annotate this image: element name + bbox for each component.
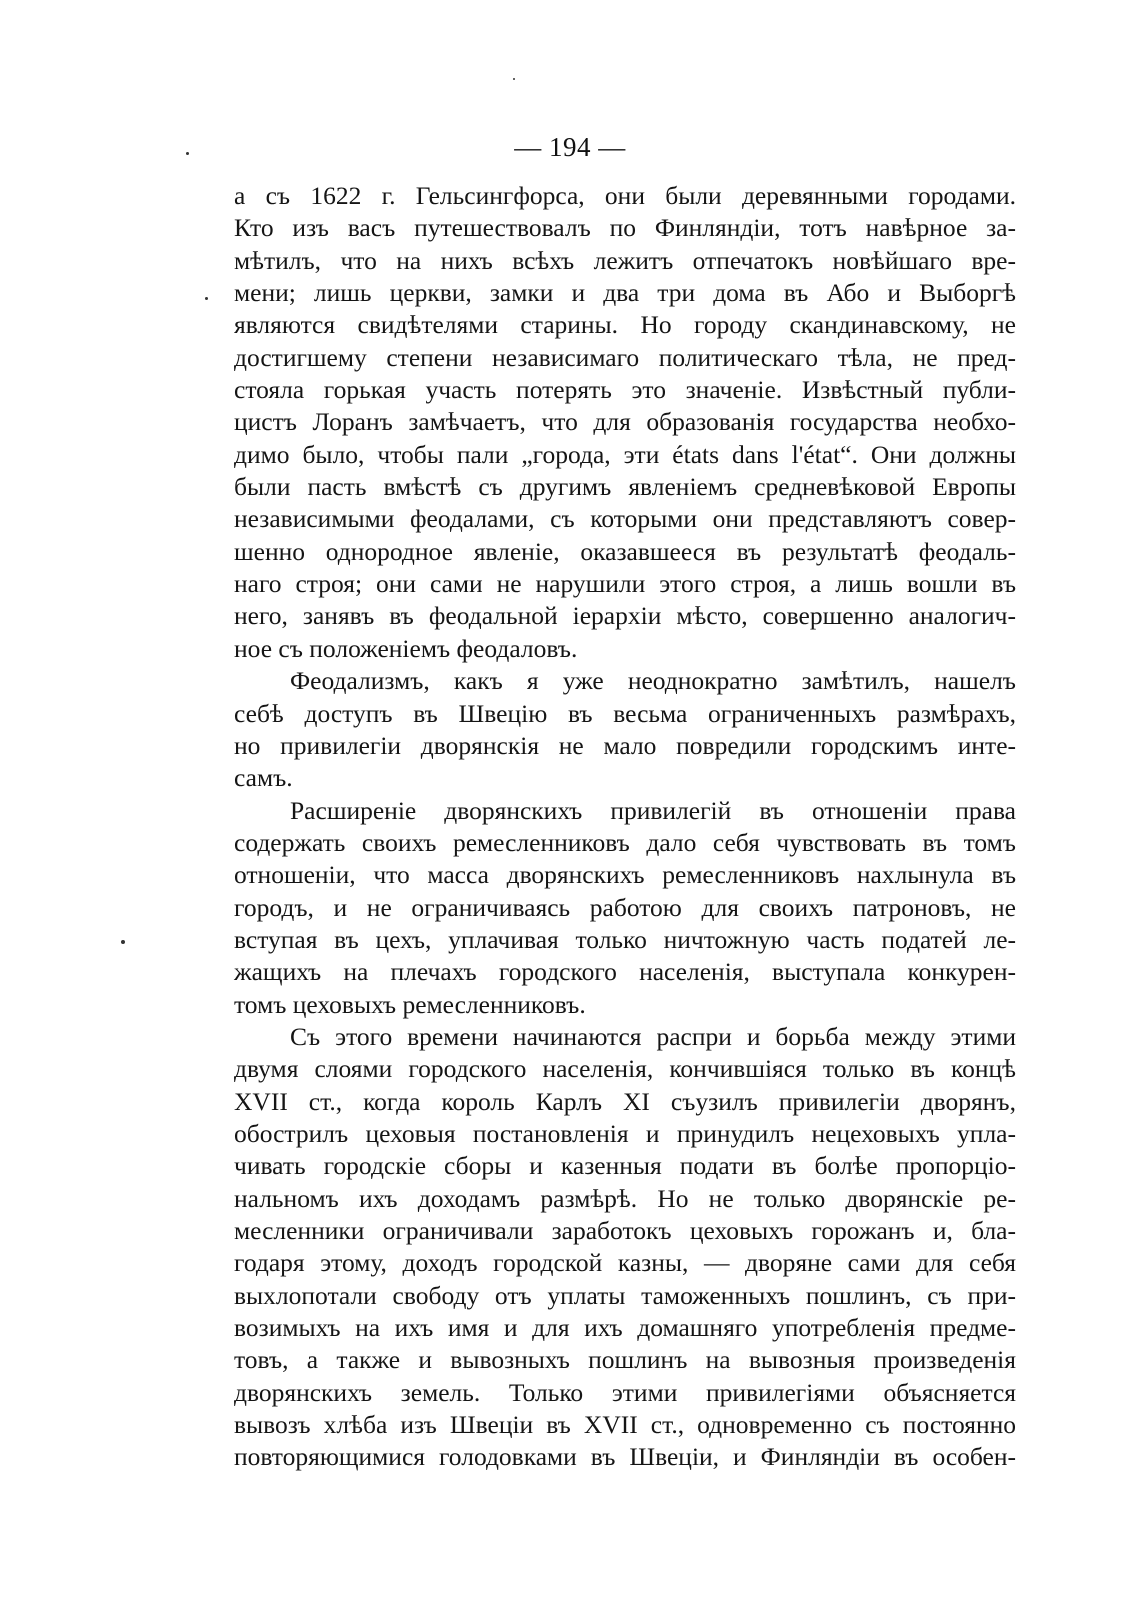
- text-line: были пасть вмѣстѣ съ другимъ явленіемъ средневѣковой Европы: [234, 472, 1016, 502]
- text-line: Феодализмъ, какъ я уже неоднократно замѣтилъ, нашелъ: [290, 666, 1016, 696]
- scan-speck: [186, 152, 189, 155]
- text-line: цистъ Лоранъ замѣчаетъ, что для образованія государства необхо-: [234, 407, 1016, 437]
- text-line: димо было, чтобы пали „города, эти états dans l'état“. Они должны: [234, 439, 1016, 469]
- page-number: — 194 —: [514, 132, 626, 162]
- text-line: являются свидѣтелями старины. Но городу скандинавскому, не: [234, 310, 1016, 340]
- text-line: нальномъ ихъ доходамъ размѣрѣ. Но не только дворянскіе ре-: [234, 1183, 1016, 1213]
- body-text: [234, 180, 1016, 1474]
- paragraph-3: [234, 795, 1016, 1021]
- text-line: возимыхъ на ихъ имя и для ихъ домашняго употребленія предме-: [234, 1313, 1016, 1343]
- text-line: него, занявъ въ феодальной іерархіи мѣсто, совершенно аналогич-: [234, 601, 1016, 631]
- text-line: содержать своихъ ремесленниковъ дало себя чувствовать въ томъ: [234, 827, 1016, 857]
- text-line: XVII ст., когда король Карлъ XI съузилъ привилегіи дворянъ,: [234, 1086, 1016, 1116]
- text-line: повторяющимися голодовками въ Швеціи, и Финляндіи въ особен-: [234, 1442, 1016, 1472]
- text-line: Расширеніе дворянскихъ привилегій въ отношеніи права: [290, 795, 1016, 825]
- text-line: дворянскихъ земель. Только этими привилегіями объясняется: [234, 1377, 1016, 1407]
- text-line: годаря этому, доходъ городской казны, — дворяне сами для себя: [234, 1248, 1016, 1278]
- scan-speck: [513, 78, 515, 80]
- text-line: самъ.: [234, 763, 293, 793]
- text-line: наго строя; они сами не нарушили этого строя, а лишь вошли въ: [234, 569, 1016, 599]
- text-line: независимыми феодалами, съ которыми они представляютъ совер-: [234, 504, 1016, 534]
- text-line: Кто изъ васъ путешествовалъ по Финляндіи, тотъ навѣрное за-: [234, 213, 1016, 243]
- text-line: Съ этого времени начинаются распри и борьба между этими: [290, 1021, 1016, 1051]
- text-line: вывозъ хлѣба изъ Швеціи въ XVII ст., одновременно съ постоянно: [234, 1410, 1016, 1440]
- text-line: вступая въ цехъ, уплачивая только ничтожную часть податей ле-: [234, 924, 1016, 954]
- text-line: выхлопотали свободу отъ уплаты таможенныхъ пошлинъ, съ при-: [234, 1280, 1016, 1310]
- scan-speck: [205, 297, 208, 300]
- text-line: но привилегіи дворянскія не мало повредили городскимъ инте-: [234, 730, 1016, 760]
- text-line: ное съ положеніемъ феодаловъ.: [234, 633, 578, 663]
- text-line: томъ цеховыхъ ремесленниковъ.: [234, 989, 586, 1019]
- text-line: товъ, а также и вывозныхъ пошлинъ на вывозныя произведенія: [234, 1345, 1016, 1375]
- text-line: мѣтилъ, что на нихъ всѣхъ лежитъ отпечатокъ новѣйшаго вре-: [234, 245, 1016, 275]
- text-line: себѣ доступъ въ Швецію въ весьма ограниченныхъ размѣрахъ,: [234, 698, 1016, 728]
- paragraph-2: [234, 665, 1016, 794]
- text-line: городъ, и не ограничиваясь работою для своихъ патроновъ, не: [234, 892, 1016, 922]
- text-line: обострилъ цеховыя постановленія и принудилъ нецеховыхъ упла-: [234, 1118, 1016, 1148]
- text-line: месленники ограничивали заработокъ цеховыхъ горожанъ и, бла-: [234, 1216, 1016, 1245]
- text-line: стояла горькая участь потерять это значеніе. Извѣстный публи-: [234, 375, 1016, 405]
- text-line: двумя слоями городского населенія, кончившіяся только въ концѣ: [234, 1054, 1016, 1084]
- text-line: отношеніи, что масса дворянскихъ ремесленниковъ нахлынула въ: [234, 860, 1016, 890]
- text-line: чивать городскіе сборы и казенныя подати въ болѣе пропорціо-: [234, 1151, 1016, 1181]
- text-line: мени; лишь церкви, замки и два три дома въ Або и Выборгѣ: [234, 278, 1016, 308]
- text-line: достигшему степени независимаго политическаго тѣла, не пред-: [234, 342, 1016, 372]
- text-line: шенно однородное явленіе, оказавшееся въ результатѣ феодаль-: [234, 536, 1016, 566]
- paragraph-4: [234, 1021, 1016, 1474]
- text-line: жащихъ на плечахъ городского населенія, выступала конкурен-: [234, 957, 1016, 987]
- scan-speck: [121, 940, 125, 944]
- paragraph-1: [234, 180, 1016, 665]
- text-line: а съ 1622 г. Гельсингфорса, они были деревянными городами.: [234, 181, 1016, 210]
